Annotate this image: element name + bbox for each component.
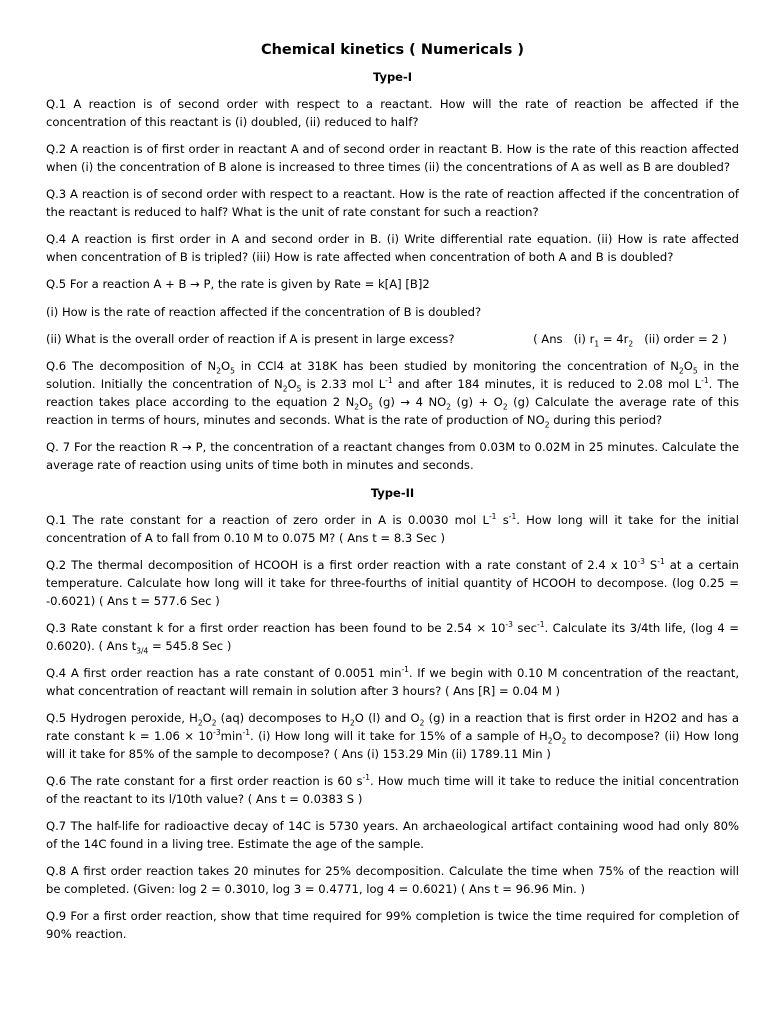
section-heading-type-1: Type-I [372, 70, 413, 84]
type1-question-5-answer: ( Ans (i) $r_1 = 4r_2$ (ii) order = 2 ) [533, 331, 727, 349]
type2-question-2: Q.2 The thermal decomposition of HCOOH is a first order reaction with a rate constant of 2.4 x $10^{-3}$ $S^{-1}$ at a certain temperature. Calculate how long will it take for three-fourths of initial quantity of HCOOH to decompose. (log 0.25 = -0.6021) ( Ans t = 577.6 Sec ) [46, 557, 740, 608]
type2-question-6: Q.6 The rate constant for a first order reaction is 60 $s^{-1}$. How much time will it take to reduce the initial concentration of the reactant to its l/10th value? ( Ans t = 0.0383 S ) [46, 773, 739, 806]
type1-question-5: Q.5 For a reaction A + B → P, the rate is given by Rate = k[A] [B]2 [46, 277, 430, 292]
type1-question-6: Q.6 The decomposition of $N_2O_5$ in CCl4 at 318K has been studied by monitoring the concentration of $N_2O_5$ in the solution. Initially the concentration of $N_2O_5$ is 2.33 mol $L^{-1}$ and after 184 minutes, it is reduced to 2.08 mol $L^{-1}$. The reaction takes place according to the equation 2 $N_2O_5$ (g) → 4 $NO_2$ $(g) + O_2$ (g) Calculate the average rate of this reaction in terms of hours, minutes and seconds. What is the rate of production of $NO_2$ during this period? [46, 359, 740, 429]
type1-question-5-part-ii: (ii) What is the overall order of reaction if A is present in large excess? [46, 331, 455, 346]
type1-question-2: Q.2 A reaction is of first order in reactant A and of second order in reactant B. How is the rate of this reaction affected when (i) the concentration of B alone is increased to three times (ii) the concentrations of A as well as B are doubled? [46, 142, 739, 174]
type2-question-4: Q.4 A first order reaction has a rate constant of 0.0051 $\min^{-1}$. If we begin with 0.10 M concentration of the reactant, what concentration of reactant will remain in solution after 3 hours? ( Ans [R] = 0.04 M ) [46, 665, 740, 698]
type1-question-3: Q.3 A reaction is of second order with respect to a reactant. How is the rate of reaction affected if the concentration of the reactant is reduced to half? What is the unit of rate constant for such a reaction? [46, 187, 739, 219]
type2-question-7: Q.7 The half-life for radioactive decay of 14C is 5730 years. An archaeological artifact containing wood had only 80% of the 14C found in a living tree. Estimate the age of the sample. [46, 819, 739, 851]
type2-question-1: Q.1 The rate constant for a reaction of zero order in A is 0.0030 mol $L^{-1}$ $s^{-1}$. How long will it take for the initial concentration of A to fall from 0.10 M to 0.075 M? ( Ans t = 8.3 Sec ) [46, 512, 739, 545]
section-heading-type-2: Type-II [370, 486, 415, 501]
type2-question-9: Q.9 For a first order reaction, show that time required for 99% completion is twice the time required for completion of 90% reaction. [46, 909, 739, 942]
type2-question-3: Q.3 Rate constant k for a first order reaction has been found to be $2.54 \times 10^{-3}$ $\sec^{-1}$. Calculate its 3/4th life, (log 4 = 0.6020). ( Ans $t_{3/4} = 545.8$ Sec ) [46, 620, 739, 656]
type1-question-5-part-ii-row [46, 331, 739, 349]
type1-question-1: Q.1 A reaction is of second order with respect to a reactant. How will the rate of reaction be affected if the concentration of this reactant is (i) doubled, (ii) reduced to half? [46, 97, 739, 129]
document-title: Chemical kinetics ( Numericals ) [260, 42, 525, 58]
type1-question-7: Q. 7 For the reaction R → P, the concentration of a reactant changes from 0.03M to 0.02M in 25 minutes. Calculate the average rate of reaction using units of time both in minutes and seconds. [46, 439, 739, 472]
type1-question-4: Q.4 A reaction is first order in A and second order in B. (i) Write differential rate equation. (ii) How is rate affected when concentration of B is tripled? (iii) How is rate affected when concentration of both A and B is doubled? [46, 232, 739, 265]
type1-question-5-part-i: (i) How is the rate of reaction affected if the concentration of B is doubled? [46, 304, 482, 319]
type2-question-8: Q.8 A first order reaction takes 20 minutes for 25% decomposition. Calculate the time when 75% of the reaction will be completed. (Given: log 2 = 0.3010, log 3 = 0.4771, log 4 = 0.6021) ( Ans t = 96.96 Min. ) [46, 864, 739, 897]
type2-question-5: Q.5 Hydrogen peroxide, $H_2O_2$ (aq) decomposes to $H_2O$ (l) and $O_2$ (g) in a reaction that is first order in H2O2 and has a rate constant $k = 1.06 \times 10^{-3}\min^{-1}$. (i) How long will it take for 15% of a sample of $H_2O_2$ to decompose? (ii) How long will it take for 85% of the sample to decompose? ( Ans (i) 153.29 Min (ii) 1789.11 Min ) [46, 711, 739, 761]
